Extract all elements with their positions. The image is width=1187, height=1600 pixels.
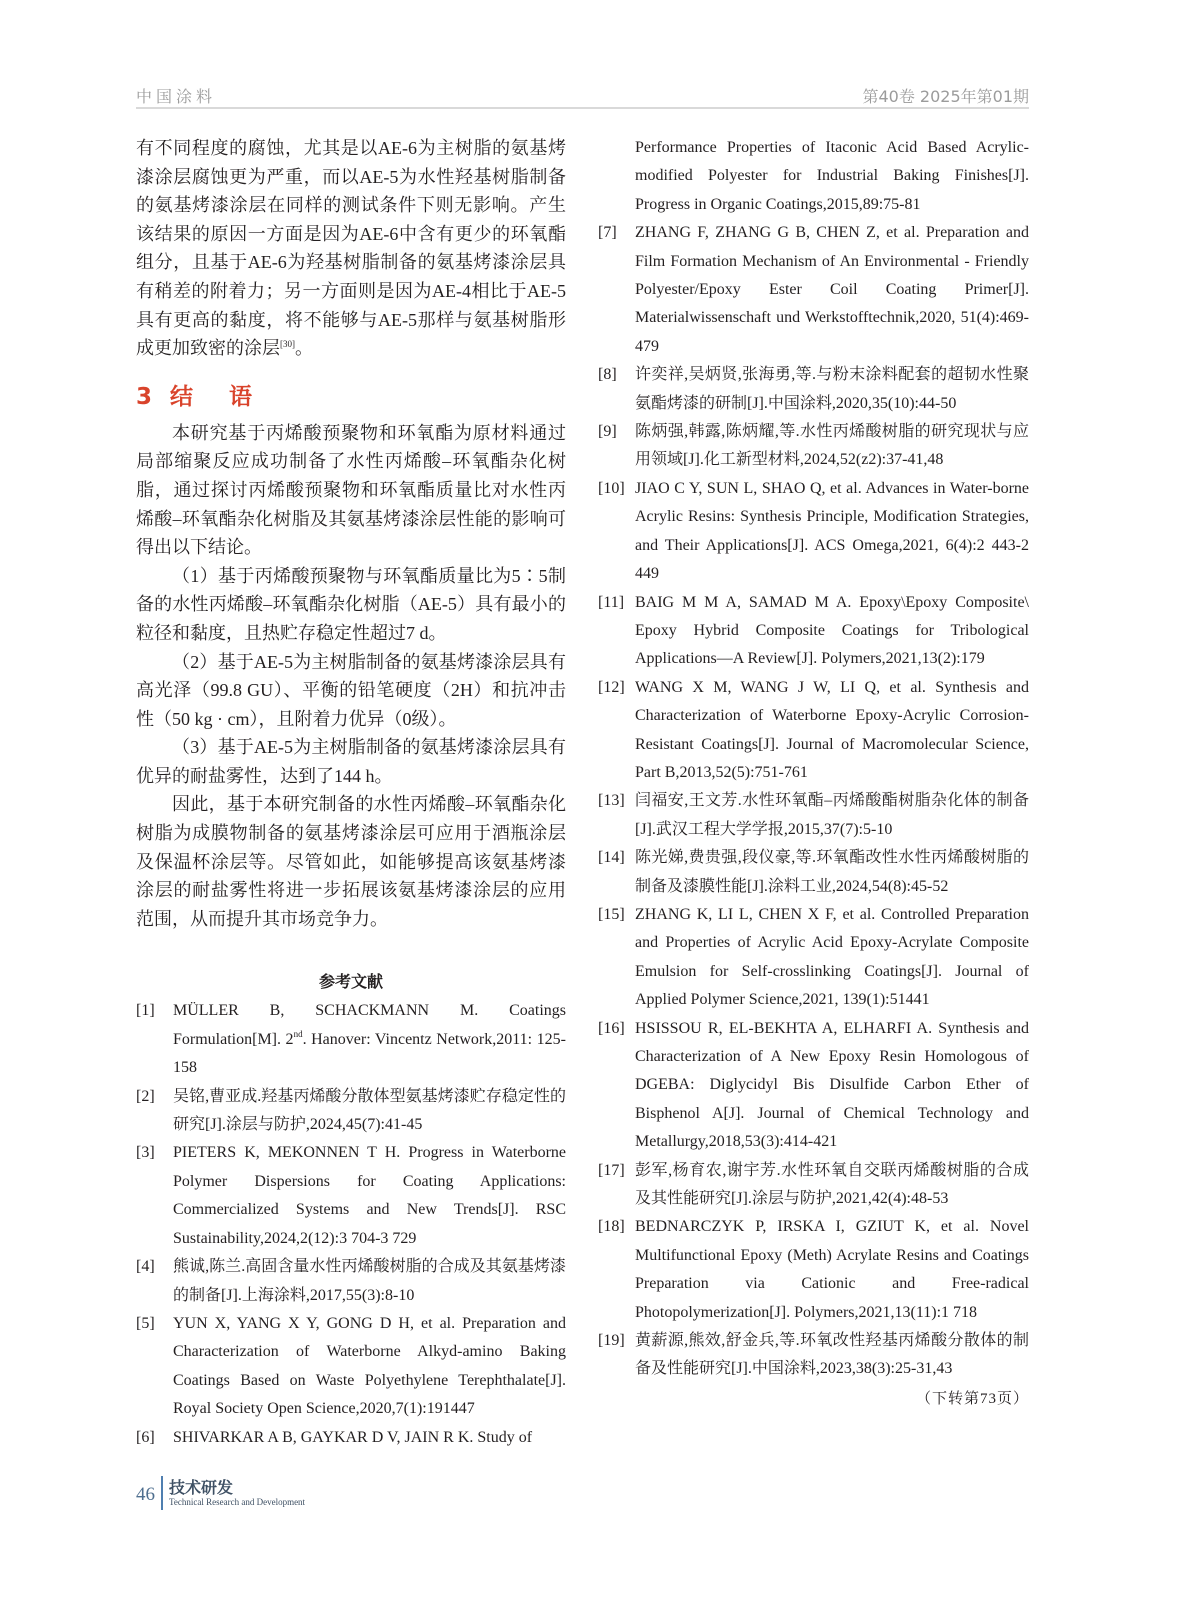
reference-list-right bbox=[598, 219, 1029, 1384]
reference-item bbox=[598, 589, 1029, 674]
right-column bbox=[598, 134, 1029, 1412]
reference-text bbox=[635, 219, 1029, 361]
reference-item bbox=[136, 1083, 566, 1140]
citation: [30] bbox=[280, 339, 295, 350]
reference-text-main: WANG X M, WANG J W, LI Q, et al. Synthesis and Characterization of Waterborne Epoxy-Acrylic Corrosion-Resistant Coatings[J]. Journal of Macromolecular Science, Part B,2013,52(5):751-761 bbox=[635, 678, 1029, 781]
reference-text-main: ZHANG K, LI L, CHEN X F, et al. Controlled Preparation and Properties of Acrylic Acid Epoxy-Acrylate Composite Emulsion for Self-crosslinking Coatings[J]. Journal of Applied Polymer Science,2021, 139(1):51441 bbox=[635, 905, 1029, 1009]
reference-text-main: BEDNARCZYK P, IRSKA I, GZIUT K, et al. Novel Multifunctional Epoxy (Meth) Acrylate Resins and Coatings Preparation via Cationic and Free-radical Photopolymerization[J]. Polymers,2021,13(11):1 718 bbox=[635, 1218, 1029, 1321]
reference-number: [14] bbox=[598, 849, 625, 867]
reference-item bbox=[598, 1213, 1029, 1327]
reference-number: [16] bbox=[598, 1019, 625, 1037]
reference-item bbox=[598, 1157, 1029, 1214]
reference-text-main: 吴铭,曹亚成.羟基丙烯酸分散体型氨基烤漆贮存稳定性的研究[J].涂层与防护,2024,45(7):41-45 bbox=[173, 1087, 566, 1134]
reference-text bbox=[635, 1157, 1029, 1214]
reference-number: [8] bbox=[598, 366, 617, 384]
reference-item bbox=[136, 997, 566, 1082]
references-heading: 参考文献 bbox=[318, 972, 383, 992]
body-paragraph: 本研究基于丙烯酸预聚物和环氧酯为原材料通过局部缩聚反应成功制备了水性丙烯酸–环氧酯杂化树脂，通过探讨丙烯酸预聚物和环氧酯质量比对水性丙烯酸–环氧酯杂化树脂及其氨基烤漆涂层性能的影响可得出以下结论。 bbox=[136, 422, 566, 558]
reference-text-main: BAIG M M A, SAMAD M A. Epoxy\Epoxy Composite\ Epoxy Hybrid Composite Coatings for Tribological Applications—A Review[J]. Polymers,2021,13(2):179 bbox=[635, 593, 1029, 668]
reference-number: [11] bbox=[598, 593, 625, 611]
reference-item bbox=[598, 361, 1029, 418]
reference-number: [1] bbox=[136, 1002, 155, 1020]
reference-item bbox=[136, 1253, 566, 1310]
continued-note: （下转第73页） bbox=[915, 1390, 1029, 1407]
reference-text bbox=[635, 787, 1029, 844]
left-column bbox=[136, 134, 566, 1452]
reference-number: [6] bbox=[136, 1428, 155, 1446]
header-divider bbox=[136, 107, 1029, 109]
reference-text bbox=[635, 844, 1029, 901]
reference-text bbox=[635, 589, 1029, 674]
reference-text-main: 彭军,杨育农,谢宇芳.水性环氧自交联丙烯酸树脂的合成及其性能研究[J].涂层与防护,2021,42(4):48-53 bbox=[635, 1161, 1029, 1208]
section-number: 3 bbox=[136, 383, 153, 410]
reference-number: [10] bbox=[598, 479, 625, 497]
reference-item bbox=[598, 1327, 1029, 1384]
reference-item bbox=[136, 1139, 566, 1253]
reference-text-main: JIAO C Y, SUN L, SHAO Q, et al. Advances in Water-borne Acrylic Resins: Synthesis Principle, Modification Strategies, and Their Applications[J]. ACS Omega,2021, 6(4):2 443-2 449 bbox=[635, 479, 1029, 583]
footer-section-en: Technical Research and Development bbox=[169, 1497, 306, 1507]
reference-item bbox=[598, 475, 1029, 589]
reference-item bbox=[598, 844, 1029, 901]
reference-item bbox=[598, 901, 1029, 1015]
reference-number: [9] bbox=[598, 423, 617, 441]
reference-text-main: MÜLLER B, SCHACKMANN M. Coatings Formulation[M]. 2 bbox=[173, 1002, 566, 1048]
reference-text-main: YUN X, YANG X Y, GONG D H, et al. Preparation and Characterization of Waterborne Alkyd-amino Baking Coatings Based on Waste Polyethylene Terephthalate[J]. Royal Society Open Science,2020,7(1):191447 bbox=[173, 1314, 566, 1418]
reference-item bbox=[598, 787, 1029, 844]
footer-section-cn: 技术研发 bbox=[169, 1478, 234, 1497]
reference-item bbox=[598, 418, 1029, 475]
paragraph-text: 有不同程度的腐蚀，尤其是以AE-6为主树脂的氨基烤漆涂层腐蚀更为严重，而以AE-5为水性羟基树脂制备的氨基烤漆涂层在同样的测试条件下则无影响。产生该结果的原因一方面是因为AE-6中含有更少的环氧酯组分，且基于AE-6为羟基树脂制备的氨基烤漆涂层具有稍差的附着力；另一方面则是因为AE-4相比于AE-5具有更高的黏度，将不能够与AE-5那样与氨基树脂形成更加致密的涂层 bbox=[136, 138, 566, 359]
reference-item bbox=[598, 674, 1029, 788]
reference-item bbox=[598, 1015, 1029, 1157]
conclusion-item-1: （1）基于丙烯酸预聚物与环氧酯质量比为5∶5制备的水性丙烯酸–环氧酯杂化树脂（AE-5）具有最小的粒径和黏度，且热贮存稳定性超过7 d。 bbox=[136, 565, 566, 643]
reference-number: [2] bbox=[136, 1087, 155, 1105]
reference-text bbox=[635, 1327, 1029, 1384]
paragraph-end: 。 bbox=[295, 338, 313, 359]
reference-number: [18] bbox=[598, 1218, 625, 1236]
reference-text bbox=[635, 901, 1029, 1015]
reference-text-main: SHIVARKAR A B, GAYKAR D V, JAIN R K. Study of bbox=[173, 1428, 533, 1446]
reference-number: [5] bbox=[136, 1314, 155, 1332]
reference-text bbox=[635, 1213, 1029, 1327]
section-title: 结 语 bbox=[170, 383, 267, 410]
reference-text bbox=[173, 1424, 566, 1452]
reference-item bbox=[598, 219, 1029, 361]
reference-number: [3] bbox=[136, 1144, 155, 1162]
reference-text bbox=[635, 475, 1029, 589]
reference-text-main: 陈光娣,费贵强,段仪豪,等.环氧酯改性水性丙烯酸树脂的制备及漆膜性能[J].涂料工业,2024,54(8):45-52 bbox=[635, 849, 1029, 895]
reference-text-main: 熊诚,陈兰.高固含量水性丙烯酸树脂的合成及其氨基烤漆的制备[J].上海涂料,2017,55(3):8-10 bbox=[173, 1258, 566, 1304]
reference-text-main: 陈炳强,韩露,陈炳耀,等.水性丙烯酸树脂的研究现状与应用领域[J].化工新型材料,2024,52(z2):37-41,48 bbox=[635, 423, 1029, 469]
footer-divider bbox=[161, 1476, 163, 1510]
conclusion-item-3: （3）基于AE-5为主树脂制备的氨基烤漆涂层具有优异的耐盐雾性，达到了144 h。 bbox=[136, 737, 566, 786]
reference-text bbox=[173, 1139, 566, 1253]
reference-text bbox=[173, 1083, 566, 1140]
reference-number: [13] bbox=[598, 792, 625, 810]
reference-text-rest: . Hanover: Vincentz Network,2011: 125-158 bbox=[173, 1030, 566, 1077]
reference-number: [19] bbox=[598, 1332, 625, 1350]
page-number: 46 bbox=[136, 1484, 155, 1505]
reference-text bbox=[635, 1015, 1029, 1157]
reference-text bbox=[635, 418, 1029, 475]
reference-number: [4] bbox=[136, 1258, 155, 1276]
reference-list-left bbox=[136, 997, 566, 1452]
reference-text bbox=[173, 1310, 566, 1424]
reference-text-main: 许奕祥,吴炳贤,张海勇,等.与粉末涂料配套的超韧水性聚氨酯烤漆的研制[J].中国涂料,2020,35(10):44-50 bbox=[635, 366, 1029, 412]
reference-text bbox=[173, 1253, 566, 1310]
superscript: nd bbox=[293, 1028, 303, 1039]
reference-item bbox=[136, 1424, 566, 1452]
reference-text bbox=[635, 361, 1029, 418]
section-heading bbox=[136, 379, 566, 415]
reference-text-main: ZHANG F, ZHANG G B, CHEN Z, et al. Preparation and Film Formation Mechanism of An Environmental - Friendly Polyester/Epoxy Ester Coil Coating Primer[J]. Materialwissenschaft und Werkstofftechnik,2020, 51(4):469-479 bbox=[635, 224, 1029, 355]
issue-info: 第40卷 2025年第01期 bbox=[862, 87, 1029, 106]
conclusion-item-2: （2）基于AE-5为主树脂制备的氨基烤漆涂层具有高光泽（99.8 GU）、平衡的铅笔硬度（2H）和抗冲击性（50 kg · cm），且附着力优异（0级）。 bbox=[136, 651, 566, 729]
reference-number: [15] bbox=[598, 905, 625, 923]
reference-continued: Performance Properties of Itaconic Acid Based Acrylic-modified Polyester for Industrial Baking Finishes[J]. Progress in Organic Coatings,2015,89:75-81 bbox=[635, 139, 1029, 213]
reference-text-main: HSISSOU R, EL-BEKHTA A, ELHARFI A. Synthesis and Characterization of A New Epoxy Resin Homologous of DGEBA: Diglycidyl Bis Disulfide Carbon Ether of Bisphenol A[J]. Journal of Chemical Technology and Metallurgy,2018,53(3):414-421 bbox=[635, 1019, 1029, 1151]
reference-number: [17] bbox=[598, 1161, 625, 1179]
reference-text-main: PIETERS K, MEKONNEN T H. Progress in Waterborne Polymer Dispersions for Coating Applications: Commercialized Systems and New Trends[J]. RSC Sustainability,2024,2(12):3 704-3 729 bbox=[173, 1144, 566, 1247]
body-paragraph: 因此，基于本研究制备的水性丙烯酸–环氧酯杂化树脂为成膜物制备的氨基烤漆涂层可应用于酒瓶涂层及保温杯涂层等。尽管如此，如能够提高该氨基烤漆涂层的耐盐雾性将进一步拓展该氨基烤漆涂层的应用范围，从而提升其市场竞争力。 bbox=[136, 794, 566, 929]
journal-name: 中国涂料 bbox=[136, 87, 217, 106]
reference-text bbox=[173, 997, 566, 1082]
reference-number: [12] bbox=[598, 678, 625, 696]
reference-text bbox=[635, 674, 1029, 788]
reference-number: [7] bbox=[598, 224, 617, 242]
reference-text-main: 闫福安,王文芳.水性环氧酯–丙烯酸酯树脂杂化体的制备[J].武汉工程大学学报,2015,37(7):5-10 bbox=[635, 792, 1029, 838]
reference-item bbox=[136, 1310, 566, 1424]
reference-text-main: 黄薪源,熊效,舒金兵,等.环氧改性羟基丙烯酸分散体的制备及性能研究[J].中国涂料,2023,38(3):25-31,43 bbox=[635, 1332, 1029, 1378]
body-paragraph-continued bbox=[136, 134, 566, 363]
